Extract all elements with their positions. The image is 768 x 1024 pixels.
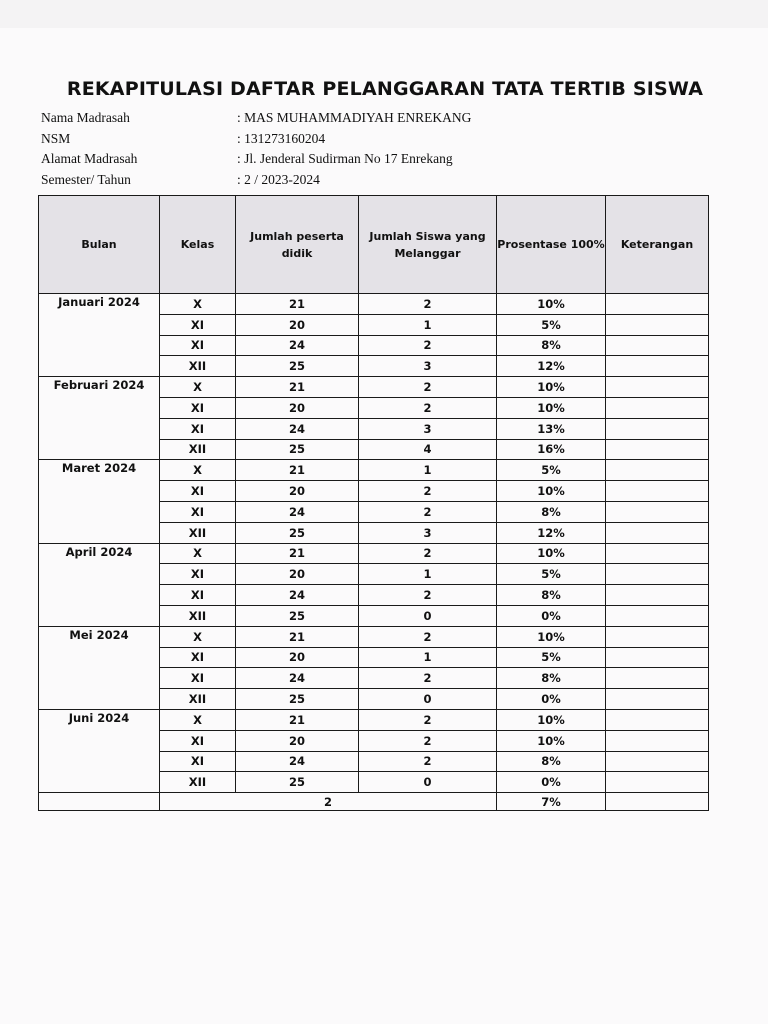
- meta-row-semester: [41, 170, 471, 191]
- keterangan-cell: [606, 668, 709, 689]
- keterangan-cell: [606, 356, 709, 377]
- kelas-cell: XII: [160, 605, 236, 626]
- jumlah-melanggar-cell: 4: [359, 439, 497, 460]
- jumlah-peserta-cell: 25: [236, 605, 359, 626]
- meta-label: Semester/ Tahun: [41, 171, 131, 187]
- table-body: [39, 294, 709, 793]
- jumlah-peserta-cell: 25: [236, 522, 359, 543]
- jumlah-melanggar-cell: 2: [359, 294, 497, 315]
- jumlah-melanggar-cell: 2: [359, 626, 497, 647]
- jumlah-melanggar-cell: 2: [359, 335, 497, 356]
- jumlah-melanggar-cell: 2: [359, 709, 497, 730]
- jumlah-peserta-cell: 24: [236, 585, 359, 606]
- jumlah-peserta-cell: 20: [236, 730, 359, 751]
- kelas-cell: XI: [160, 397, 236, 418]
- total-prosentase: 7%: [497, 793, 606, 811]
- jumlah-melanggar-cell: 1: [359, 564, 497, 585]
- jumlah-melanggar-cell: 3: [359, 356, 497, 377]
- kelas-cell: X: [160, 460, 236, 481]
- total-melanggar: 2: [160, 793, 497, 811]
- kelas-cell: X: [160, 626, 236, 647]
- total-row: [39, 793, 709, 811]
- prosentase-cell: 10%: [497, 481, 606, 502]
- violation-recap-table: [38, 195, 709, 811]
- month-cell: Maret 2024: [39, 460, 160, 543]
- table-row: [39, 709, 709, 730]
- month-cell: April 2024: [39, 543, 160, 626]
- meta-value: : 131273160204: [237, 130, 326, 146]
- kelas-cell: XI: [160, 564, 236, 585]
- jumlah-melanggar-cell: 1: [359, 460, 497, 481]
- keterangan-cell: [606, 543, 709, 564]
- prosentase-cell: 12%: [497, 522, 606, 543]
- prosentase-cell: 5%: [497, 460, 606, 481]
- jumlah-peserta-cell: 24: [236, 418, 359, 439]
- keterangan-cell: [606, 522, 709, 543]
- kelas-cell: XI: [160, 751, 236, 772]
- month-cell: Februari 2024: [39, 377, 160, 460]
- prosentase-cell: 5%: [497, 647, 606, 668]
- prosentase-cell: 10%: [497, 294, 606, 315]
- jumlah-melanggar-cell: 0: [359, 772, 497, 793]
- keterangan-cell: [606, 460, 709, 481]
- school-info: [41, 108, 471, 190]
- header-bulan: Bulan: [39, 196, 160, 294]
- kelas-cell: XI: [160, 335, 236, 356]
- keterangan-cell: [606, 564, 709, 585]
- month-cell: Januari 2024: [39, 294, 160, 377]
- meta-value: : Jl. Jenderal Sudirman No 17 Enrekang: [237, 151, 453, 166]
- jumlah-peserta-cell: 21: [236, 543, 359, 564]
- kelas-cell: X: [160, 543, 236, 564]
- prosentase-cell: 8%: [497, 585, 606, 606]
- jumlah-melanggar-cell: 2: [359, 377, 497, 398]
- document-title: REKAPITULASI DAFTAR PELANGGARAN TATA TERTIB SISWA: [66, 78, 704, 100]
- keterangan-cell: [606, 439, 709, 460]
- kelas-cell: XII: [160, 439, 236, 460]
- jumlah-peserta-cell: 25: [236, 439, 359, 460]
- meta-row-nsm: [41, 129, 471, 150]
- jumlah-peserta-cell: 24: [236, 751, 359, 772]
- jumlah-melanggar-cell: 2: [359, 751, 497, 772]
- prosentase-cell: 16%: [497, 439, 606, 460]
- jumlah-melanggar-cell: 2: [359, 730, 497, 751]
- keterangan-cell: [606, 397, 709, 418]
- prosentase-cell: 5%: [497, 314, 606, 335]
- table-row: [39, 626, 709, 647]
- keterangan-cell: [606, 751, 709, 772]
- jumlah-peserta-cell: 21: [236, 626, 359, 647]
- prosentase-cell: 0%: [497, 689, 606, 710]
- keterangan-cell: [606, 481, 709, 502]
- jumlah-melanggar-cell: 0: [359, 605, 497, 626]
- jumlah-peserta-cell: 20: [236, 564, 359, 585]
- keterangan-cell: [606, 647, 709, 668]
- jumlah-peserta-cell: 21: [236, 460, 359, 481]
- kelas-cell: XI: [160, 314, 236, 335]
- table-row: [39, 543, 709, 564]
- header-keterangan: Keterangan: [606, 196, 709, 294]
- header-jumlah-melanggar: Jumlah Siswa yang Melanggar: [359, 196, 497, 294]
- prosentase-cell: 5%: [497, 564, 606, 585]
- jumlah-melanggar-cell: 2: [359, 501, 497, 522]
- meta-value: : MAS MUHAMMADIYAH ENREKANG: [237, 110, 472, 125]
- total-keterangan: [606, 793, 709, 811]
- prosentase-cell: 8%: [497, 751, 606, 772]
- prosentase-cell: 12%: [497, 356, 606, 377]
- jumlah-melanggar-cell: 2: [359, 543, 497, 564]
- total-empty-cell: [39, 793, 160, 811]
- jumlah-peserta-cell: 25: [236, 689, 359, 710]
- prosentase-cell: 10%: [497, 730, 606, 751]
- kelas-cell: XII: [160, 772, 236, 793]
- jumlah-melanggar-cell: 2: [359, 585, 497, 606]
- jumlah-melanggar-cell: 1: [359, 314, 497, 335]
- jumlah-melanggar-cell: 1: [359, 647, 497, 668]
- prosentase-cell: 10%: [497, 626, 606, 647]
- kelas-cell: X: [160, 294, 236, 315]
- meta-label: Nama Madrasah: [41, 110, 130, 125]
- header-kelas: Kelas: [160, 196, 236, 294]
- jumlah-peserta-cell: 21: [236, 709, 359, 730]
- prosentase-cell: 10%: [497, 543, 606, 564]
- keterangan-cell: [606, 626, 709, 647]
- kelas-cell: XI: [160, 481, 236, 502]
- prosentase-cell: 8%: [497, 501, 606, 522]
- keterangan-cell: [606, 314, 709, 335]
- keterangan-cell: [606, 418, 709, 439]
- jumlah-peserta-cell: 25: [236, 772, 359, 793]
- header-prosentase: Prosentase 100%: [497, 196, 606, 294]
- keterangan-cell: [606, 335, 709, 356]
- month-cell: Juni 2024: [39, 709, 160, 792]
- kelas-cell: XII: [160, 356, 236, 377]
- jumlah-melanggar-cell: 2: [359, 481, 497, 502]
- jumlah-peserta-cell: 25: [236, 356, 359, 377]
- keterangan-cell: [606, 585, 709, 606]
- jumlah-peserta-cell: 20: [236, 481, 359, 502]
- jumlah-melanggar-cell: 3: [359, 522, 497, 543]
- jumlah-melanggar-cell: 2: [359, 397, 497, 418]
- prosentase-cell: 13%: [497, 418, 606, 439]
- keterangan-cell: [606, 689, 709, 710]
- keterangan-cell: [606, 605, 709, 626]
- prosentase-cell: 8%: [497, 335, 606, 356]
- table-header-row: [39, 196, 709, 294]
- prosentase-cell: 10%: [497, 397, 606, 418]
- kelas-cell: XI: [160, 730, 236, 751]
- prosentase-cell: 10%: [497, 377, 606, 398]
- jumlah-peserta-cell: 24: [236, 335, 359, 356]
- jumlah-peserta-cell: 21: [236, 294, 359, 315]
- keterangan-cell: [606, 772, 709, 793]
- kelas-cell: XI: [160, 585, 236, 606]
- jumlah-peserta-cell: 21: [236, 377, 359, 398]
- kelas-cell: X: [160, 377, 236, 398]
- table-row: [39, 460, 709, 481]
- kelas-cell: X: [160, 709, 236, 730]
- prosentase-cell: 0%: [497, 605, 606, 626]
- keterangan-cell: [606, 294, 709, 315]
- month-cell: Mei 2024: [39, 626, 160, 709]
- meta-row-nama: [41, 108, 471, 129]
- kelas-cell: XI: [160, 647, 236, 668]
- table-row: [39, 294, 709, 315]
- keterangan-cell: [606, 377, 709, 398]
- keterangan-cell: [606, 730, 709, 751]
- meta-row-alamat: [41, 149, 471, 170]
- jumlah-peserta-cell: 24: [236, 668, 359, 689]
- kelas-cell: XI: [160, 501, 236, 522]
- meta-label: Alamat Madrasah: [41, 151, 138, 166]
- jumlah-melanggar-cell: 0: [359, 689, 497, 710]
- jumlah-melanggar-cell: 3: [359, 418, 497, 439]
- kelas-cell: XII: [160, 522, 236, 543]
- prosentase-cell: 10%: [497, 709, 606, 730]
- jumlah-peserta-cell: 24: [236, 501, 359, 522]
- meta-value: : 2 / 2023-2024: [237, 171, 320, 187]
- kelas-cell: XII: [160, 689, 236, 710]
- header-jumlah-peserta: Jumlah peserta didik: [236, 196, 359, 294]
- keterangan-cell: [606, 709, 709, 730]
- meta-label: NSM: [41, 130, 71, 146]
- jumlah-peserta-cell: 20: [236, 647, 359, 668]
- prosentase-cell: 8%: [497, 668, 606, 689]
- keterangan-cell: [606, 501, 709, 522]
- jumlah-peserta-cell: 20: [236, 397, 359, 418]
- jumlah-melanggar-cell: 2: [359, 668, 497, 689]
- jumlah-peserta-cell: 20: [236, 314, 359, 335]
- kelas-cell: XI: [160, 418, 236, 439]
- table-row: [39, 377, 709, 398]
- kelas-cell: XI: [160, 668, 236, 689]
- prosentase-cell: 0%: [497, 772, 606, 793]
